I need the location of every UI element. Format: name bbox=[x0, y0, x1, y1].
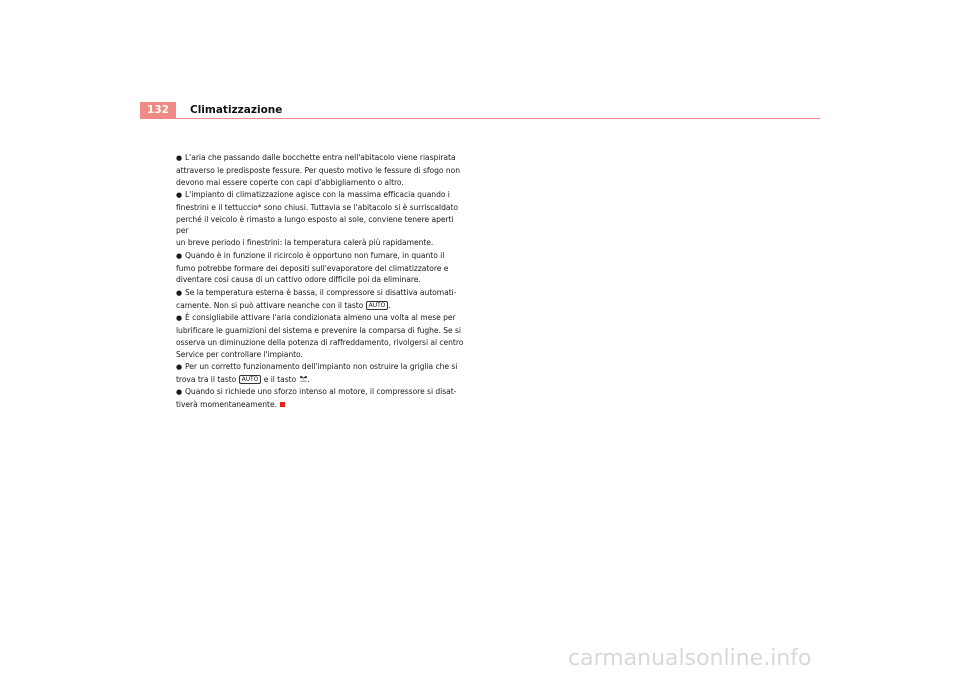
text-line: Quando si richiede uno sforzo intenso al motore, il compressore si disat- bbox=[185, 387, 457, 397]
text-punct: . bbox=[307, 374, 310, 384]
text-line: diventare così causa di un cattivo odore difficile poi da eliminare. bbox=[176, 275, 421, 285]
paragraph bbox=[176, 250, 466, 286]
text-line: devono mai essere coperte con capi d'abbigliamento o altro. bbox=[176, 177, 404, 187]
text-line: Per un corretto funzionamento dell'impianto non ostruire la griglia che si bbox=[185, 361, 458, 371]
body-text bbox=[176, 152, 466, 412]
text-line: perché il veicolo è rimasto a lungo esposto al sole, conviene tenere aperti per bbox=[176, 214, 454, 236]
text-line: L'impianto di climatizzazione agisce con la massima efficacia quando i bbox=[185, 190, 450, 200]
paragraph bbox=[176, 386, 466, 411]
header-rule bbox=[176, 118, 820, 119]
text-line: e il tasto bbox=[263, 374, 297, 384]
text-line: trova tra il tasto bbox=[176, 374, 237, 384]
page-header bbox=[0, 0, 960, 130]
text-line: Se la temperatura esterna è bassa, il compressore si disattiva automati- bbox=[185, 287, 457, 297]
text-line: tiverà momentaneamente. bbox=[176, 400, 277, 410]
text-line: finestrini e il tettuccio* sono chiusi. Tuttavia se l'abitacolo si è surriscaldato bbox=[176, 202, 458, 212]
text-line: attraverso le predisposte fessure. Per questo motivo le fessure di sfogo non bbox=[176, 165, 461, 175]
text-line: osserva un diminuzione della potenza di raffreddamento, rivolgersi al centro bbox=[176, 337, 464, 347]
paragraph bbox=[176, 361, 466, 386]
text-line: un breve periodo i finestrini: la temperatura calerà più rapidamente. bbox=[176, 238, 434, 248]
bullet-icon: ● bbox=[176, 251, 183, 260]
auto-key-icon: AUTO bbox=[239, 375, 262, 384]
bullet-icon: ● bbox=[176, 388, 183, 397]
bullet-icon: ● bbox=[176, 191, 183, 200]
page-number: 132 bbox=[140, 102, 176, 119]
text-line: lubrificare le guarnizioni del sistema e prevenire la comparsa di fughe. Se si bbox=[176, 325, 461, 335]
bullet-icon: ● bbox=[176, 154, 183, 162]
text-line: È consigliabile attivare l'aria condizionata almeno una volta al mese per bbox=[185, 313, 456, 323]
bullet-icon: ● bbox=[176, 362, 183, 371]
paragraph bbox=[176, 189, 466, 249]
bullet-icon: ● bbox=[176, 288, 183, 297]
text-line: Service per controllare l'impianto. bbox=[176, 349, 303, 359]
fan-icon bbox=[299, 374, 308, 382]
end-mark-icon bbox=[280, 402, 285, 407]
watermark: carmanualsonline.info bbox=[568, 646, 812, 671]
page-title: Climatizzazione bbox=[190, 104, 283, 116]
paragraph bbox=[176, 287, 466, 312]
text-line: camente. Non si può attivare neanche con il tasto bbox=[176, 300, 364, 310]
paragraph bbox=[176, 152, 466, 188]
text-line: fumo potrebbe formare dei depositi sull'evaporatore del climatizzatore e bbox=[176, 263, 449, 273]
text-line: Quando è in funzione il ricircolo è opportuno non fumare, in quanto il bbox=[185, 250, 445, 260]
text-line: L'aria che passando dalle bocchette entra nell'abitacolo viene riaspirata bbox=[185, 153, 456, 162]
bullet-icon: ● bbox=[176, 314, 183, 323]
paragraph bbox=[176, 312, 466, 360]
auto-key-icon: AUTO bbox=[366, 301, 389, 310]
text-punct: . bbox=[388, 300, 391, 310]
